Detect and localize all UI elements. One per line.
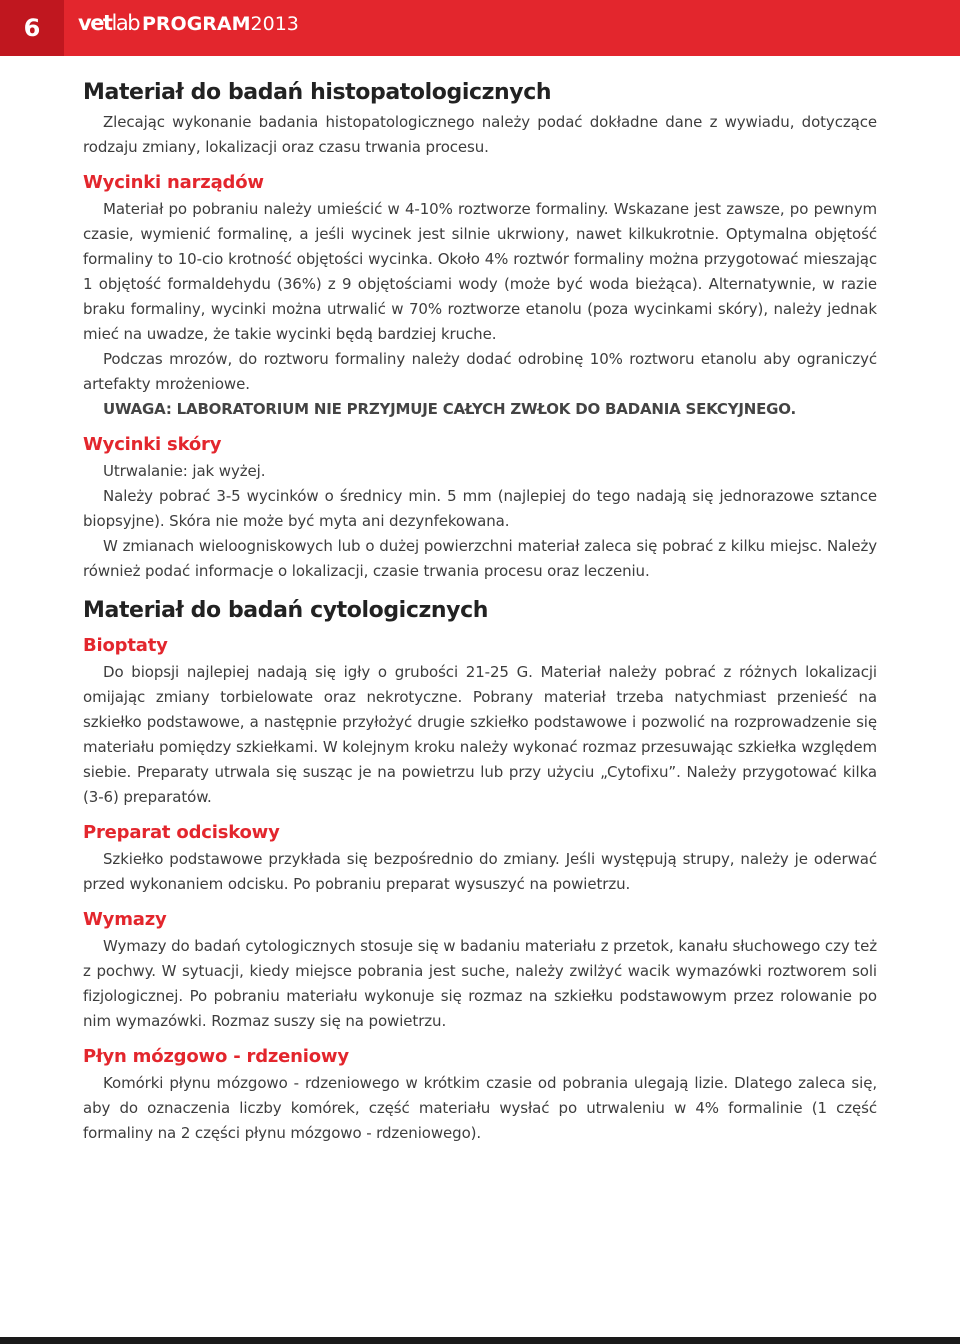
page-header [0, 0, 960, 56]
paragraph: Zlecając wykonanie badania histopatologicznego należy podać dokładne dane z wywiadu, dotyczące rodzaju zmiany, lokalizacji oraz czasu trwania procesu. [83, 113, 877, 156]
program-year: 2013 [250, 13, 299, 35]
program-title [142, 13, 299, 35]
subheading-organ-samples: Wycinki narządów [83, 172, 264, 193]
program-label: PROGRAM [142, 13, 251, 35]
section-title-histopathology: Materiał do badań histopatologicznych [83, 80, 552, 105]
paragraph: Szkiełko podstawowe przykłada się bezpośrednio do zmiany. Jeśli występują strupy, należy je oderwać przed wykonaniem odcisku. Po pobraniu preparat wysuszyć na powietrzu. [83, 850, 877, 893]
paragraph: Wymazy do badań cytologicznych stosuje się w badaniu materiału z przetok, kanału słuchowego czy też z pochwy. W sytuacji, kiedy miejsce pobrania jest suche, należy zwilżyć wacik wymazówki roztworem soli fizjologicznej. Po pobraniu materiału wykonuje się rozmaz na szkiełku podstawowym przez rolowanie po nim wymazówki. Rozmaz suszy się na powietrzu. [83, 937, 877, 1030]
subheading-swabs: Wymazy [83, 909, 167, 930]
paragraph: W zmianach wieloogniskowych lub o dużej powierzchni materiał zaleca się pobrać z kilku miejsc. Należy również podać informacje o lokalizacji, czasie trwania procesu oraz leczeniu. [83, 537, 877, 580]
subheading-csf: Płyn mózgowo - rdzeniowy [83, 1046, 349, 1067]
footer-bar [0, 1337, 960, 1344]
subheading-imprint: Preparat odciskowy [83, 822, 280, 843]
paragraph: Utrwalanie: jak wyżej. [103, 462, 266, 480]
paragraph: Podczas mrozów, do roztworu formaliny należy dodać odrobinę 10% roztworu etanolu aby ograniczyć artefakty mrożeniowe. [83, 350, 877, 393]
document-body [83, 80, 877, 1146]
brand-lab: lab [111, 11, 140, 35]
warning-note: UWAGA: LABORATORIUM NIE PRZYJMUJE CAŁYCH ZWŁOK DO BADANIA SEKCYJNEGO. [103, 400, 797, 418]
vetlab-logo [78, 11, 139, 35]
paragraph: Komórki płynu mózgowo - rdzeniowego w krótkim czasie od pobrania ulegają lizie. Dlatego zaleca się, aby do oznaczenia liczby komórek, część materiału wysłać po utrwaleniu w 4% formalinie (1 część formaliny na 2 części płynu mózgowo - rdzeniowego). [83, 1074, 877, 1142]
paragraph: Do biopsji najlepiej nadają się igły o grubości 21-25 G. Materiał należy pobrać z różnych lokalizacji omijając zmiany torbielowate oraz nekrotyczne. Pobrany materiał trzeba natychmiast przenieść na szkiełko podstawowe, a następnie przyłożyć drugie szkiełko podstawowe i pozwolić na rozprowadzenie się materiału pomiędzy szkiełkami. W kolejnym kroku należy wykonać rozmaz przesuwając szkiełka względem siebie. Preparaty utrwala się susząc je na powietrzu lub przy użyciu „Cytofixu”. Należy przygotować kilka (3-6) preparatów. [83, 663, 877, 806]
brand-vet: vet [78, 11, 112, 35]
page-number: 6 [0, 0, 64, 56]
paragraph: Należy pobrać 3-5 wycinków o średnicy min. 5 mm (najlepiej do tego nadają się jednorazowe sztance biopsyjne). Skóra nie może być myta ani dezynfekowana. [83, 487, 877, 530]
paragraph: Materiał po pobraniu należy umieścić w 4-10% roztworze formaliny. Wskazane jest zawsze, po pewnym czasie, wymienić formalinę, a jeśli wycinek jest silnie ukrwiony, nawet kilkukrotnie. Optymalna objętość formaliny to 10-cio krotność objętości wycinka. Około 4% roztwór formaliny można przygotować mieszając 1 objętość formaldehydu (36%) z 9 objętościami wody (może być woda bieżąca). Alternatywnie, w razie braku formaliny, wycinki można utrwalić w 70% roztworze etanolu (poza wycinkami skóry), należy jednak mieć na uwadze, że takie wycinki będą bardziej kruche. [83, 200, 877, 343]
subheading-skin-samples: Wycinki skóry [83, 434, 222, 455]
section-title-cytology: Materiał do badań cytologicznych [83, 598, 488, 623]
subheading-biopsy: Bioptaty [83, 635, 168, 656]
